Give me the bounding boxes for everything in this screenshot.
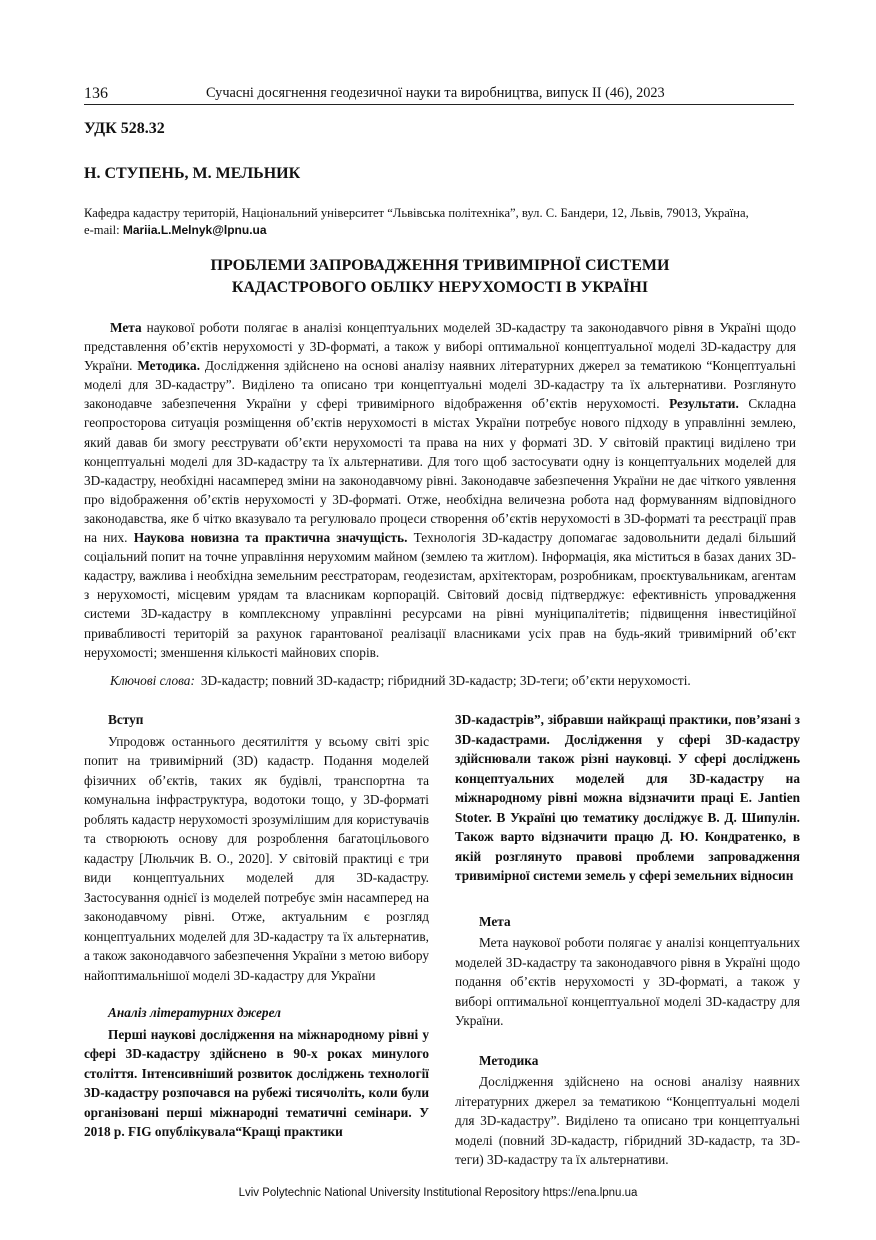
repository-footer: Lviv Polytechnic National University Institutional Repository https://ena.lpnu.ua xyxy=(238,1187,638,1199)
affiliation xyxy=(84,205,796,239)
literature-heading: Аналіз літературних джерел xyxy=(108,1005,281,1020)
abstract-novelty-label: Наукова новизна та практична значущість. xyxy=(133,530,408,546)
literature-continued: 3D-кадастрів”, зібравши найкращі практики, пов’язані з 3D-кадастрами. Дослідження у сфері 3D-кадастру здійснювали також різні науковці. У сфері досліджень концептуальних моделей для 3D-кадастру на міжнародному рівні можна відзначити праці E. Jantien Stoter. В Україні цю тематику досліджує В. Д. Шипулін. Також варто відзначити працю Д. Ю. Кондратенко, в якій розглянуто правові проблеми запровадження тривимірної системи земель у сфері земельних відносин xyxy=(455,712,800,883)
abstract-method-label: Методика. xyxy=(137,358,201,374)
keywords xyxy=(110,673,800,689)
paper-title xyxy=(84,255,796,299)
left-column xyxy=(84,710,429,1142)
abstract-aim-text: наукової роботи полягає в аналізі концептуальних моделей 3D-кадастру та законодавчого рівня в Україні щодо представлення об’єктів нерухомості у 3D-форматі, а також у виборі оптимальної концептуальної моделі 3D-кадастру для України. xyxy=(84,320,796,374)
intro-paragraph xyxy=(84,732,429,986)
journal-header: Сучасні досягнення геодезичної науки та виробництва, випуск ІІ (46), 2023 xyxy=(206,85,665,101)
aim-heading: Мета xyxy=(479,913,511,929)
abstract-method-text: Дослідження здійснено на основі аналізу наявних літературних джерел за тематикою “Концептуальні моделі для 3D-кадастру”. Виділено та описано три концептуальні моделі 3D-кадастру та їх альтернативи. Розглянуто законодавче забезпечення України у сфері тривимірного відображення об’єктів нерухомості. xyxy=(84,358,796,412)
udk-code: УДК 528.32 xyxy=(84,120,165,137)
abstract-aim-label: Мета xyxy=(110,320,142,335)
abstract-results-label: Результати. xyxy=(669,396,739,412)
authors: Н. СТУПЕНЬ, М. МЕЛЬНИК xyxy=(84,165,301,182)
aim-paragraph: Мета наукової роботи полягає у аналізі концептуальних моделей 3D-кадастру та законодавчого рівня в Україні щодо подання об’єктів нерухомості у 3D-форматі, а також у виборі оптимальної концептуальної моделі 3D-кадастру для України. xyxy=(455,935,800,1028)
intro-heading: Вступ xyxy=(108,712,144,727)
abstract-results-text: Складна геопросторова ситуація розміщення об’єктів нерухомості в містах України потребує нового підходу в управлінні землею, який давав би змогу реєструвати об’єкти нерухомості та права на них у форматі 3D. У світовій практиці виділено три концептуальні моделі для 3D-кадастру та їх альтернативи. Для того щоб застосувати одну із концептуальних моделей для 3D-кадастру, необхідні насамперед зміни на законодавчому рівні. Законодавче забезпечення України не дає чіткого уявлення про відображення об’єктів нерухомості у 3D-форматі. Отже, необхідна величезна робота над формуванням відповідного законодавства, яке б чітко вказувало та регулювало процеси створення об’єктів нерухомості в 3D-форматі та реєстрації прав на них. xyxy=(84,396,796,546)
title-line-2: КАДАСТРОВОГО ОБЛІКУ НЕРУХОМОСТІ В УКРАЇНІ xyxy=(231,279,649,296)
keywords-label: Ключові слова: xyxy=(110,673,195,688)
literature-paragraph: Перші наукові дослідження на міжнародному рівні у сфері 3D-кадастру здійснено в 90-х роках минулого століття. Інтенсивніший розвиток досліджень технології 3D-кадастру розпочався на рубежі тисячоліть, коли були організовані перші міжнародні тематичні семінари. У 2018 р. FIG опублікувала“Кращі практики xyxy=(84,1026,429,1139)
abstract-novelty-text: Технологія 3D-кадастру допомагає задовольнити дедалі більший соціальний попит на точне управління нерухомим майном (землею та житлом). Інформація, яка міститься в базах даних 3D-кадастру, важлива і необхідна земельним реєстраторам, геодезистам, архітекторам, розробникам, проєктувальникам, агентам з нерухомості, місцевим урядам та власникам корпорацій. Світовий досвід підтверджує: ефективність упровадження системи 3D-кадастру в комплексному управлінні ресурсами на рівні муніципалітетів; підвищення інвестиційної привабливості територій за рахунок гарантованої реалізації власниками усіх прав на будь-який тривимірний об’єкт нерухомості; зменшення кількості майнових спорів. xyxy=(84,530,796,660)
email-label: e-mail: xyxy=(84,223,123,237)
keywords-text: 3D-кадастр; повний 3D-кадастр; гібридний 3D-кадастр; 3D-теги; об’єкти нерухомості. xyxy=(200,673,691,688)
method-paragraph: Дослідження здійснено на основі аналізу наявних літературних джерел за тематикою “Концептуальні моделі для 3D-кадастру”. Виділено та описано три концептуальні моделі (повний 3D-кадастр, гібридний 3D-кадастр, та 3D-теги) 3D-кадастру та їх альтернативи. xyxy=(455,1074,800,1167)
intro-reference: [Люльчик В. О., 2020] xyxy=(139,850,270,866)
abstract xyxy=(84,318,796,662)
intro-text: Упродовж останнього десятиліття у всьому світі зріс попит на тривимірний (3D) кадастр. Подання моделей фізичних об’єктів, таких як будівлі, транспортна та комунальна інфраструктура, водотоки тощо, у 3D-форматі роблять кадастр нерухомості зрозумілішим для користувачів та створюють основу для розроблення багатоцільового кадастру xyxy=(84,733,429,866)
title-line-1: ПРОБЛЕМИ ЗАПРОВАДЖЕННЯ ТРИВИМІРНОЇ СИСТЕМИ xyxy=(210,257,670,274)
intro-text-2: . У світовій практиці є три види концептуальних моделей для 3D-кадастру. Застосування однієї із моделей потребує змін насамперед на законодавчому рівні. Отже, актуальним є розгляд концептуальних моделей для 3D-кадастру та їх альтернатив, а також законодавчого забезпечення України з метою вибору найоптимальнішої моделі 3D-кадастру для України xyxy=(84,850,430,983)
email-link[interactable]: Mariia.L.Melnyk@lpnu.ua xyxy=(122,223,267,237)
page-number: 136 xyxy=(84,85,108,102)
right-column xyxy=(455,710,800,1170)
header-rule xyxy=(84,104,794,105)
affiliation-text: Кафедра кадастру територій, Національний університет “Львівська політехніка”, вул. С. Бандери, 12, Львів, 79013, Україна, xyxy=(84,206,749,220)
method-heading: Методика xyxy=(479,1052,539,1068)
